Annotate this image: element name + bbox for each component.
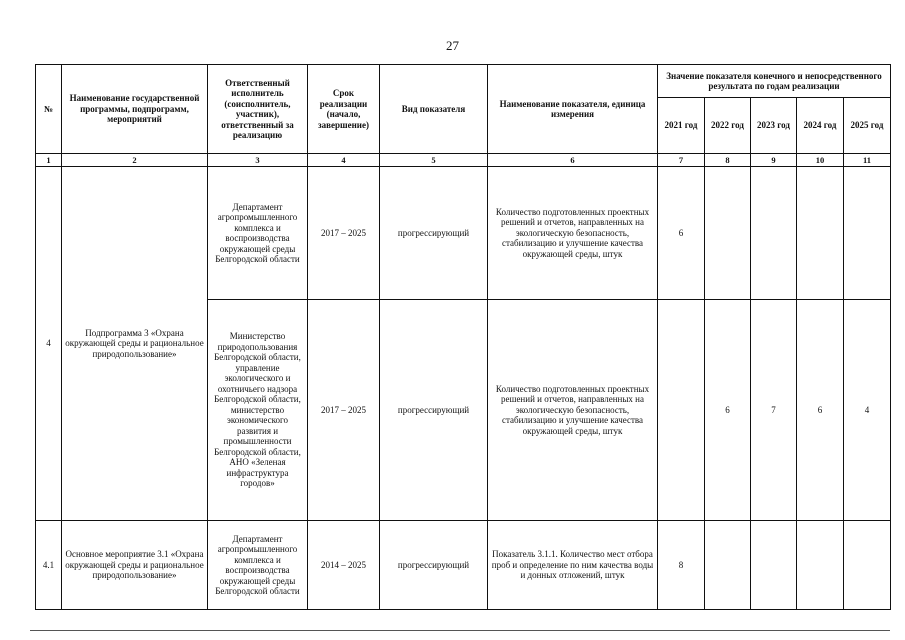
row-num: 4.1 — [36, 521, 62, 610]
column-number: 8 — [705, 154, 751, 167]
header-num: № — [36, 65, 62, 154]
table-row — [36, 167, 891, 300]
column-number: 4 — [308, 154, 380, 167]
row-executor: Департамент агропромышленного комплекса и воспроизводства окружающей среды Белгородской области — [208, 521, 308, 610]
row-num: 4 — [36, 167, 62, 521]
row-value — [844, 167, 891, 300]
header-program: Наименование государственной программы, подпрограмм, мероприятий — [62, 65, 208, 154]
page-bottom-rule — [30, 630, 890, 631]
row-indicator-name: Количество подготовленных проектных решений и отчетов, направленных на экологическую безопасность, стабилизацию и улучшение качества окружающей среды, штук — [488, 300, 658, 521]
column-number: 11 — [844, 154, 891, 167]
column-number: 10 — [797, 154, 844, 167]
row-value — [751, 167, 797, 300]
row-value — [751, 521, 797, 610]
column-number: 9 — [751, 154, 797, 167]
page-number: 27 — [446, 38, 459, 53]
row-value — [797, 521, 844, 610]
header-indicator-type: Вид показателя — [380, 65, 488, 154]
row-value: 6 — [797, 300, 844, 521]
indicators-table — [35, 64, 891, 610]
row-term: 2017 – 2025 — [308, 167, 380, 300]
row-term: 2017 – 2025 — [308, 300, 380, 521]
row-executor: Департамент агропромышленного комплекса и воспроизводства окружающей среды Белгородской области — [208, 167, 308, 300]
row-value — [705, 521, 751, 610]
row-indicator-name: Количество подготовленных проектных решений и отчетов, направленных на экологическую безопасность, стабилизацию и улучшение качества окружающей среды, штук — [488, 167, 658, 300]
row-value — [844, 521, 891, 610]
header-executor: Ответственный исполнитель (соисполнитель, участник), ответственный за реализацию — [208, 65, 308, 154]
row-program: Основное мероприятие 3.1 «Охрана окружающей среды и рациональное природопользование» — [62, 521, 208, 610]
table-row — [36, 521, 891, 610]
header-year: 2025 год — [844, 98, 891, 154]
row-value — [797, 167, 844, 300]
column-number: 1 — [36, 154, 62, 167]
row-value: 7 — [751, 300, 797, 521]
row-value: 4 — [844, 300, 891, 521]
row-value: 6 — [658, 167, 705, 300]
header-year: 2023 год — [751, 98, 797, 154]
header-values-group: Значение показателя конечного и непосредственного результата по годам реализации — [658, 65, 891, 98]
header-row — [36, 65, 891, 98]
column-numbers-row — [36, 154, 891, 167]
header-year: 2022 год — [705, 98, 751, 154]
header-term: Срок реализации (начало, завершение) — [308, 65, 380, 154]
column-number: 6 — [488, 154, 658, 167]
column-number: 7 — [658, 154, 705, 167]
row-indicator-type: прогрессирующий — [380, 300, 488, 521]
column-number: 3 — [208, 154, 308, 167]
row-program: Подпрограмма 3 «Охрана окружающей среды и рациональное природопользование» — [62, 167, 208, 521]
row-indicator-type: прогрессирующий — [380, 521, 488, 610]
header-indicator-name: Наименование показателя, единица измерения — [488, 65, 658, 154]
row-value: 8 — [658, 521, 705, 610]
header-year: 2021 год — [658, 98, 705, 154]
row-indicator-name: Показатель 3.1.1. Количество мест отбора проб и определение по ним качества воды и донных отложений, штук — [488, 521, 658, 610]
row-term: 2014 – 2025 — [308, 521, 380, 610]
row-value: 6 — [705, 300, 751, 521]
row-value — [705, 167, 751, 300]
column-number: 2 — [62, 154, 208, 167]
column-number: 5 — [380, 154, 488, 167]
header-year: 2024 год — [797, 98, 844, 154]
row-indicator-type: прогрессирующий — [380, 167, 488, 300]
row-value — [658, 300, 705, 521]
row-executor: Министерство природопользования Белгородской области, управление экологического и охотничьего надзора Белгородской области, министерство экономического развития и промышленности Белгородской области, АНО «Зеленая инфраструктура городов» — [208, 300, 308, 521]
